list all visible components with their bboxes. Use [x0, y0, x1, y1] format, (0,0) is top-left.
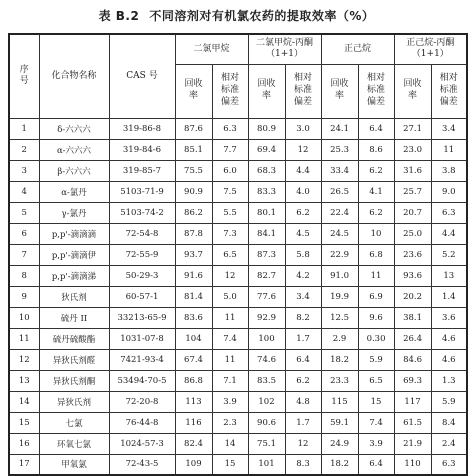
hexane-recovery: 19.9	[321, 286, 358, 307]
dcm-rsd: 7.4	[212, 328, 248, 349]
dcm-acetone-rsd: 8.2	[285, 307, 321, 328]
dcm-acetone-rsd: 4.4	[285, 160, 321, 181]
table-body	[9, 118, 467, 475]
hexane-acetone-recovery: 20.7	[394, 202, 431, 223]
dcm-acetone-rsd: 4.8	[285, 391, 321, 412]
row-number: 2	[9, 139, 39, 160]
dcm-acetone-recovery: 92.9	[248, 307, 285, 328]
hexane-rsd: 15	[358, 391, 394, 412]
table-row	[9, 160, 467, 181]
compound-name: 异狄氏剂酮	[39, 370, 109, 391]
header-seq: 序号	[9, 34, 39, 118]
dcm-rsd: 7.3	[212, 223, 248, 244]
header-recovery: 回收率	[321, 64, 358, 118]
compound-name: 异狄氏剂	[39, 391, 109, 412]
cas-number: 1031-07-8	[109, 328, 175, 349]
hexane-acetone-rsd: 4.4	[431, 223, 467, 244]
hexane-acetone-recovery: 27.1	[394, 118, 431, 139]
dcm-recovery: 85.1	[175, 139, 212, 160]
hexane-acetone-rsd: 1.4	[431, 286, 467, 307]
compound-name: 环氧七氯	[39, 433, 109, 454]
cas-number: 319-85-7	[109, 160, 175, 181]
cas-number: 60-57-1	[109, 286, 175, 307]
hexane-rsd: 5.9	[358, 349, 394, 370]
dcm-acetone-rsd: 4.2	[285, 265, 321, 286]
dcm-recovery: 116	[175, 412, 212, 433]
dcm-recovery: 93.7	[175, 244, 212, 265]
hexane-rsd: 9.6	[358, 307, 394, 328]
hexane-acetone-rsd: 6.3	[431, 202, 467, 223]
hexane-acetone-recovery: 25.0	[394, 223, 431, 244]
table-row	[9, 181, 467, 202]
hexane-rsd: 6.2	[358, 160, 394, 181]
dcm-acetone-rsd: 5.8	[285, 244, 321, 265]
cas-number: 72-54-8	[109, 223, 175, 244]
row-number: 12	[9, 349, 39, 370]
hexane-rsd: 11	[358, 265, 394, 286]
table-caption	[0, 4, 473, 28]
table-row	[9, 223, 467, 244]
caption-number: 表 B.2	[98, 9, 140, 23]
header-rsd: 相对标准偏差	[285, 64, 321, 118]
header-row-groups	[9, 34, 467, 64]
dcm-recovery: 82.4	[175, 433, 212, 454]
hexane-acetone-rsd: 5.2	[431, 244, 467, 265]
compound-name: 甲氧氯	[39, 454, 109, 475]
dcm-recovery: 87.8	[175, 223, 212, 244]
cas-number: 5103-71-9	[109, 181, 175, 202]
hexane-recovery: 22.4	[321, 202, 358, 223]
compound-name: 硫丹 II	[39, 307, 109, 328]
hexane-acetone-rsd: 8.4	[431, 412, 467, 433]
cas-number: 319-84-6	[109, 139, 175, 160]
hexane-acetone-recovery: 25.7	[394, 181, 431, 202]
hexane-recovery: 2.9	[321, 328, 358, 349]
hexane-rsd: 0.30	[358, 328, 394, 349]
hexane-rsd: 6.9	[358, 286, 394, 307]
hexane-acetone-rsd: 5.9	[431, 391, 467, 412]
dcm-acetone-recovery: 83.3	[248, 181, 285, 202]
hexane-recovery: 59.1	[321, 412, 358, 433]
dcm-recovery: 75.5	[175, 160, 212, 181]
hexane-acetone-rsd: 3.6	[431, 307, 467, 328]
row-number: 1	[9, 118, 39, 139]
dcm-rsd: 6.5	[212, 244, 248, 265]
hexane-recovery: 24.5	[321, 223, 358, 244]
compound-name: 异狄氏剂醛	[39, 349, 109, 370]
dcm-recovery: 87.6	[175, 118, 212, 139]
row-number: 8	[9, 265, 39, 286]
cas-number: 1024-57-3	[109, 433, 175, 454]
row-number: 9	[9, 286, 39, 307]
dcm-recovery: 90.9	[175, 181, 212, 202]
hexane-acetone-rsd: 1.3	[431, 370, 467, 391]
hexane-recovery: 12.5	[321, 307, 358, 328]
row-number: 4	[9, 181, 39, 202]
dcm-acetone-rsd: 1.7	[285, 328, 321, 349]
table-row	[9, 244, 467, 265]
dcm-rsd: 2.3	[212, 412, 248, 433]
dcm-recovery: 86.8	[175, 370, 212, 391]
dcm-acetone-recovery: 80.1	[248, 202, 285, 223]
dcm-acetone-rsd: 4.0	[285, 181, 321, 202]
dcm-rsd: 5.0	[212, 286, 248, 307]
hexane-recovery: 25.3	[321, 139, 358, 160]
dcm-acetone-recovery: 75.1	[248, 433, 285, 454]
dcm-recovery: 104	[175, 328, 212, 349]
row-number: 11	[9, 328, 39, 349]
cas-number: 72-43-5	[109, 454, 175, 475]
header-rsd: 相对标准偏差	[212, 64, 248, 118]
header-recovery: 回收率	[175, 64, 212, 118]
dcm-acetone-recovery: 101	[248, 454, 285, 475]
row-number: 17	[9, 454, 39, 475]
compound-name: 七氯	[39, 412, 109, 433]
dcm-acetone-recovery: 82.7	[248, 265, 285, 286]
dcm-rsd: 7.5	[212, 181, 248, 202]
hexane-recovery: 33.4	[321, 160, 358, 181]
hexane-recovery: 18.2	[321, 454, 358, 475]
dcm-rsd: 6.3	[212, 118, 248, 139]
header-group-hexane: 正己烷	[321, 34, 394, 64]
hexane-rsd: 6.5	[358, 370, 394, 391]
dcm-acetone-rsd: 3.4	[285, 286, 321, 307]
compound-name: α-六六六	[39, 139, 109, 160]
dcm-recovery: 83.6	[175, 307, 212, 328]
hexane-acetone-rsd: 6.3	[431, 454, 467, 475]
dcm-acetone-recovery: 87.3	[248, 244, 285, 265]
hexane-recovery: 18.2	[321, 349, 358, 370]
cas-number: 50-29-3	[109, 265, 175, 286]
cas-number: 53494-70-5	[109, 370, 175, 391]
dcm-acetone-recovery: 68.3	[248, 160, 285, 181]
dcm-acetone-recovery: 102	[248, 391, 285, 412]
header-recovery: 回收率	[248, 64, 285, 118]
caption-text: 不同溶剂对有机氯农药的提取效率（%）	[149, 9, 375, 23]
dcm-acetone-recovery: 80.9	[248, 118, 285, 139]
hexane-recovery: 26.5	[321, 181, 358, 202]
compound-name: δ-六六六	[39, 118, 109, 139]
hexane-acetone-rsd: 2.4	[431, 433, 467, 454]
compound-name: p,p'-滴滴伊	[39, 244, 109, 265]
dcm-rsd: 14	[212, 433, 248, 454]
table-row	[9, 391, 467, 412]
hexane-recovery: 115	[321, 391, 358, 412]
dcm-rsd: 3.9	[212, 391, 248, 412]
table-row	[9, 118, 467, 139]
hexane-acetone-rsd: 13	[431, 265, 467, 286]
cas-number: 33213-65-9	[109, 307, 175, 328]
header-recovery: 回收率	[394, 64, 431, 118]
dcm-acetone-rsd: 6.2	[285, 370, 321, 391]
cas-number: 72-20-8	[109, 391, 175, 412]
dcm-acetone-recovery: 69.4	[248, 139, 285, 160]
hexane-acetone-recovery: 84.6	[394, 349, 431, 370]
header-group-hexane-acetone: 正己烷-丙酮（1+1）	[394, 34, 467, 64]
hexane-acetone-recovery: 93.6	[394, 265, 431, 286]
hexane-acetone-rsd: 3.4	[431, 118, 467, 139]
table-row	[9, 265, 467, 286]
hexane-acetone-rsd: 3.8	[431, 160, 467, 181]
dcm-acetone-rsd: 8.3	[285, 454, 321, 475]
dcm-recovery: 67.4	[175, 349, 212, 370]
cas-number: 7421-93-4	[109, 349, 175, 370]
dcm-acetone-rsd: 6.2	[285, 202, 321, 223]
table-row	[9, 412, 467, 433]
hexane-acetone-rsd: 9.0	[431, 181, 467, 202]
cas-number: 319-86-8	[109, 118, 175, 139]
compound-name: γ-氯丹	[39, 202, 109, 223]
compound-name: 狄氏剂	[39, 286, 109, 307]
dcm-acetone-rsd: 4.5	[285, 223, 321, 244]
hexane-acetone-recovery: 38.1	[394, 307, 431, 328]
dcm-acetone-rsd: 12	[285, 139, 321, 160]
row-number: 7	[9, 244, 39, 265]
header-cas: CAS 号	[109, 34, 175, 118]
dcm-acetone-rsd: 3.0	[285, 118, 321, 139]
header-rsd: 相对标准偏差	[358, 64, 394, 118]
row-number: 13	[9, 370, 39, 391]
hexane-acetone-recovery: 21.9	[394, 433, 431, 454]
dcm-recovery: 86.2	[175, 202, 212, 223]
dcm-rsd: 11	[212, 307, 248, 328]
dcm-acetone-recovery: 74.6	[248, 349, 285, 370]
hexane-acetone-recovery: 117	[394, 391, 431, 412]
table-row	[9, 349, 467, 370]
compound-name: p,p'-滴滴涕	[39, 265, 109, 286]
dcm-recovery: 81.4	[175, 286, 212, 307]
hexane-rsd: 6.4	[358, 454, 394, 475]
dcm-recovery: 109	[175, 454, 212, 475]
cas-number: 72-55-9	[109, 244, 175, 265]
dcm-recovery: 91.6	[175, 265, 212, 286]
hexane-acetone-recovery: 31.6	[394, 160, 431, 181]
hexane-acetone-rsd: 11	[431, 139, 467, 160]
hexane-acetone-recovery: 69.3	[394, 370, 431, 391]
dcm-acetone-rsd: 12	[285, 433, 321, 454]
dcm-acetone-rsd: 6.4	[285, 349, 321, 370]
hexane-rsd: 10	[358, 223, 394, 244]
hexane-rsd: 7.4	[358, 412, 394, 433]
header-compound: 化合物名称	[39, 34, 109, 118]
row-number: 16	[9, 433, 39, 454]
hexane-recovery: 91.0	[321, 265, 358, 286]
table-row	[9, 370, 467, 391]
hexane-recovery: 23.3	[321, 370, 358, 391]
dcm-recovery: 113	[175, 391, 212, 412]
dcm-acetone-recovery: 90.6	[248, 412, 285, 433]
row-number: 5	[9, 202, 39, 223]
hexane-acetone-rsd: 4.6	[431, 349, 467, 370]
dcm-rsd: 12	[212, 265, 248, 286]
dcm-acetone-recovery: 84.1	[248, 223, 285, 244]
hexane-rsd: 3.9	[358, 433, 394, 454]
dcm-rsd: 6.0	[212, 160, 248, 181]
row-number: 3	[9, 160, 39, 181]
dcm-acetone-recovery: 100	[248, 328, 285, 349]
table-row	[9, 139, 467, 160]
row-number: 14	[9, 391, 39, 412]
table-row	[9, 286, 467, 307]
hexane-rsd: 6.8	[358, 244, 394, 265]
table-row	[9, 454, 467, 475]
dcm-rsd: 5.5	[212, 202, 248, 223]
hexane-recovery: 24.1	[321, 118, 358, 139]
extraction-efficiency-table	[8, 33, 468, 476]
table-row	[9, 433, 467, 454]
cas-number: 5103-74-2	[109, 202, 175, 223]
cas-number: 76-44-8	[109, 412, 175, 433]
row-number: 6	[9, 223, 39, 244]
dcm-acetone-recovery: 83.5	[248, 370, 285, 391]
hexane-rsd: 6.2	[358, 202, 394, 223]
dcm-rsd: 15	[212, 454, 248, 475]
hexane-recovery: 22.9	[321, 244, 358, 265]
hexane-acetone-rsd: 4.6	[431, 328, 467, 349]
hexane-acetone-recovery: 26.4	[394, 328, 431, 349]
hexane-acetone-recovery: 20.2	[394, 286, 431, 307]
compound-name: β-六六六	[39, 160, 109, 181]
hexane-rsd: 4.1	[358, 181, 394, 202]
hexane-acetone-recovery: 110	[394, 454, 431, 475]
row-number: 15	[9, 412, 39, 433]
header-rsd: 相对标准偏差	[431, 64, 467, 118]
header-group-dcm-acetone: 二氯甲烷-丙酮（1+1）	[248, 34, 321, 64]
dcm-acetone-rsd: 1.7	[285, 412, 321, 433]
dcm-rsd: 11	[212, 349, 248, 370]
dcm-rsd: 7.1	[212, 370, 248, 391]
hexane-rsd: 6.4	[358, 118, 394, 139]
table-row	[9, 328, 467, 349]
table-row	[9, 202, 467, 223]
compound-name: 硫丹硫酸酯	[39, 328, 109, 349]
compound-name: p,p'-滴滴滴	[39, 223, 109, 244]
table-row	[9, 307, 467, 328]
hexane-rsd: 8.6	[358, 139, 394, 160]
compound-name: α-氯丹	[39, 181, 109, 202]
hexane-acetone-recovery: 23.0	[394, 139, 431, 160]
hexane-recovery: 24.9	[321, 433, 358, 454]
row-number: 10	[9, 307, 39, 328]
dcm-rsd: 7.7	[212, 139, 248, 160]
hexane-acetone-recovery: 23.6	[394, 244, 431, 265]
header-group-dcm: 二氯甲烷	[175, 34, 248, 64]
dcm-acetone-recovery: 77.6	[248, 286, 285, 307]
hexane-acetone-recovery: 61.5	[394, 412, 431, 433]
